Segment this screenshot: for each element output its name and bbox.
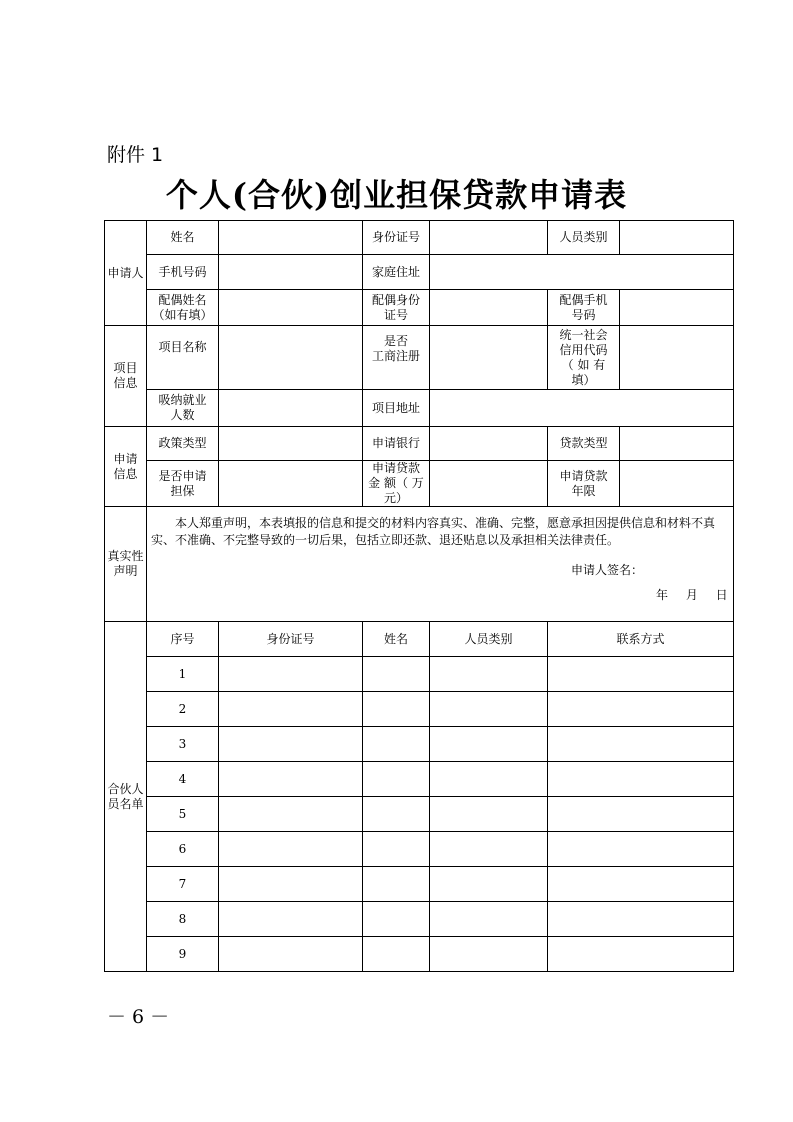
input-project-name[interactable] [219,326,363,390]
label-loan-type: 贷款类型 [548,427,620,461]
signature-label: 申请人签名： [571,563,644,577]
partner-contact-input[interactable] [548,937,734,972]
partner-category-input[interactable] [430,762,548,797]
input-credit-code[interactable] [620,326,734,390]
partner-contact-input[interactable] [548,867,734,902]
partner-contact-input[interactable] [548,692,734,727]
partner-id-input[interactable] [219,727,363,762]
partner-name-input[interactable] [363,762,430,797]
partner-contact-input[interactable] [548,832,734,867]
label-category: 人员类别 [548,221,620,255]
row-seq: 8 [147,902,219,937]
section-project: 项目 信息 [105,326,147,427]
partner-name-input[interactable] [363,727,430,762]
label-name: 姓名 [147,221,219,255]
partner-id-input[interactable] [219,692,363,727]
input-amount[interactable] [430,461,548,507]
partner-category-input[interactable] [430,867,548,902]
row-seq: 9 [147,937,219,972]
partner-name-input[interactable] [363,867,430,902]
label-term: 申请贷款 年限 [548,461,620,507]
section-application: 申请 信息 [105,427,147,507]
row-seq: 3 [147,727,219,762]
date-label: 年 月 日 [656,588,728,602]
label-employment: 吸纳就业 人数 [147,390,219,427]
input-id-number[interactable] [430,221,548,255]
label-spouse-id: 配偶身份 证号 [363,290,430,326]
input-guarantee[interactable] [219,461,363,507]
partner-category-input[interactable] [430,797,548,832]
header-category: 人员类别 [430,622,548,657]
partner-category-input[interactable] [430,692,548,727]
section-partners: 合伙人 员名单 [105,622,147,972]
partner-id-input[interactable] [219,797,363,832]
row-seq: 7 [147,867,219,902]
input-employment[interactable] [219,390,363,427]
partner-id-input[interactable] [219,657,363,692]
header-contact: 联系方式 [548,622,734,657]
partner-name-input[interactable] [363,832,430,867]
label-bank: 申请银行 [363,427,430,461]
partner-contact-input[interactable] [548,902,734,937]
partner-category-input[interactable] [430,937,548,972]
label-guarantee: 是否申请 担保 [147,461,219,507]
partner-id-input[interactable] [219,902,363,937]
row-seq: 5 [147,797,219,832]
form-title: 个人(合伙)创业担保贷款申请表 [165,176,628,214]
application-form [104,220,734,972]
partner-category-input[interactable] [430,657,548,692]
partner-name-input[interactable] [363,937,430,972]
partner-name-input[interactable] [363,902,430,937]
input-loan-type[interactable] [620,427,734,461]
row-seq: 1 [147,657,219,692]
input-phone[interactable] [219,255,363,290]
row-seq: 4 [147,762,219,797]
attachment-label: 附件 1 [107,144,164,166]
partner-id-input[interactable] [219,762,363,797]
label-address: 家庭住址 [363,255,430,290]
partner-contact-input[interactable] [548,657,734,692]
input-registered[interactable] [430,326,548,390]
input-name[interactable] [219,221,363,255]
label-project-address: 项目地址 [363,390,430,427]
input-bank[interactable] [430,427,548,461]
label-spouse-name: 配偶姓名 （如有填） [147,290,219,326]
section-applicant: 申请人 [105,221,147,326]
input-spouse-name[interactable] [219,290,363,326]
input-project-address[interactable] [430,390,734,427]
section-declaration: 真实性 声明 [105,507,147,622]
input-category[interactable] [620,221,734,255]
label-policy-type: 政策类型 [147,427,219,461]
label-amount: 申请贷款 金 额（ 万 元） [363,461,430,507]
input-term[interactable] [620,461,734,507]
partner-category-input[interactable] [430,832,548,867]
row-seq: 2 [147,692,219,727]
partner-category-input[interactable] [430,902,548,937]
partner-id-input[interactable] [219,832,363,867]
partner-contact-input[interactable] [548,762,734,797]
input-policy-type[interactable] [219,427,363,461]
partner-id-input[interactable] [219,867,363,902]
partner-contact-input[interactable] [548,797,734,832]
partner-category-input[interactable] [430,727,548,762]
declaration-cell [147,507,734,622]
input-spouse-phone[interactable] [620,290,734,326]
header-id: 身份证号 [219,622,363,657]
label-project-name: 项目名称 [147,326,219,390]
label-phone: 手机号码 [147,255,219,290]
label-spouse-phone: 配偶手机 号码 [548,290,620,326]
input-address[interactable] [430,255,734,290]
declaration-text: 本人郑重声明，本表填报的信息和提交的材料内容真实、准确、完整，愿意承担因提供信息和材料不真实、不准确、不完整导致的一切后果，包括立即还款、退还贴息以及承担相关法律责任。 [151,516,716,547]
partner-contact-input[interactable] [548,727,734,762]
page-number: － 6 － [107,1006,170,1028]
header-seq: 序号 [147,622,219,657]
row-seq: 6 [147,832,219,867]
input-spouse-id[interactable] [430,290,548,326]
partner-name-input[interactable] [363,692,430,727]
header-name: 姓名 [363,622,430,657]
label-registered: 是否 工商注册 [363,326,430,390]
partner-name-input[interactable] [363,797,430,832]
label-credit-code: 统一社会 信用代码 （ 如 有 填） [548,326,620,390]
partner-id-input[interactable] [219,937,363,972]
label-id-number: 身份证号 [363,221,430,255]
partner-name-input[interactable] [363,657,430,692]
